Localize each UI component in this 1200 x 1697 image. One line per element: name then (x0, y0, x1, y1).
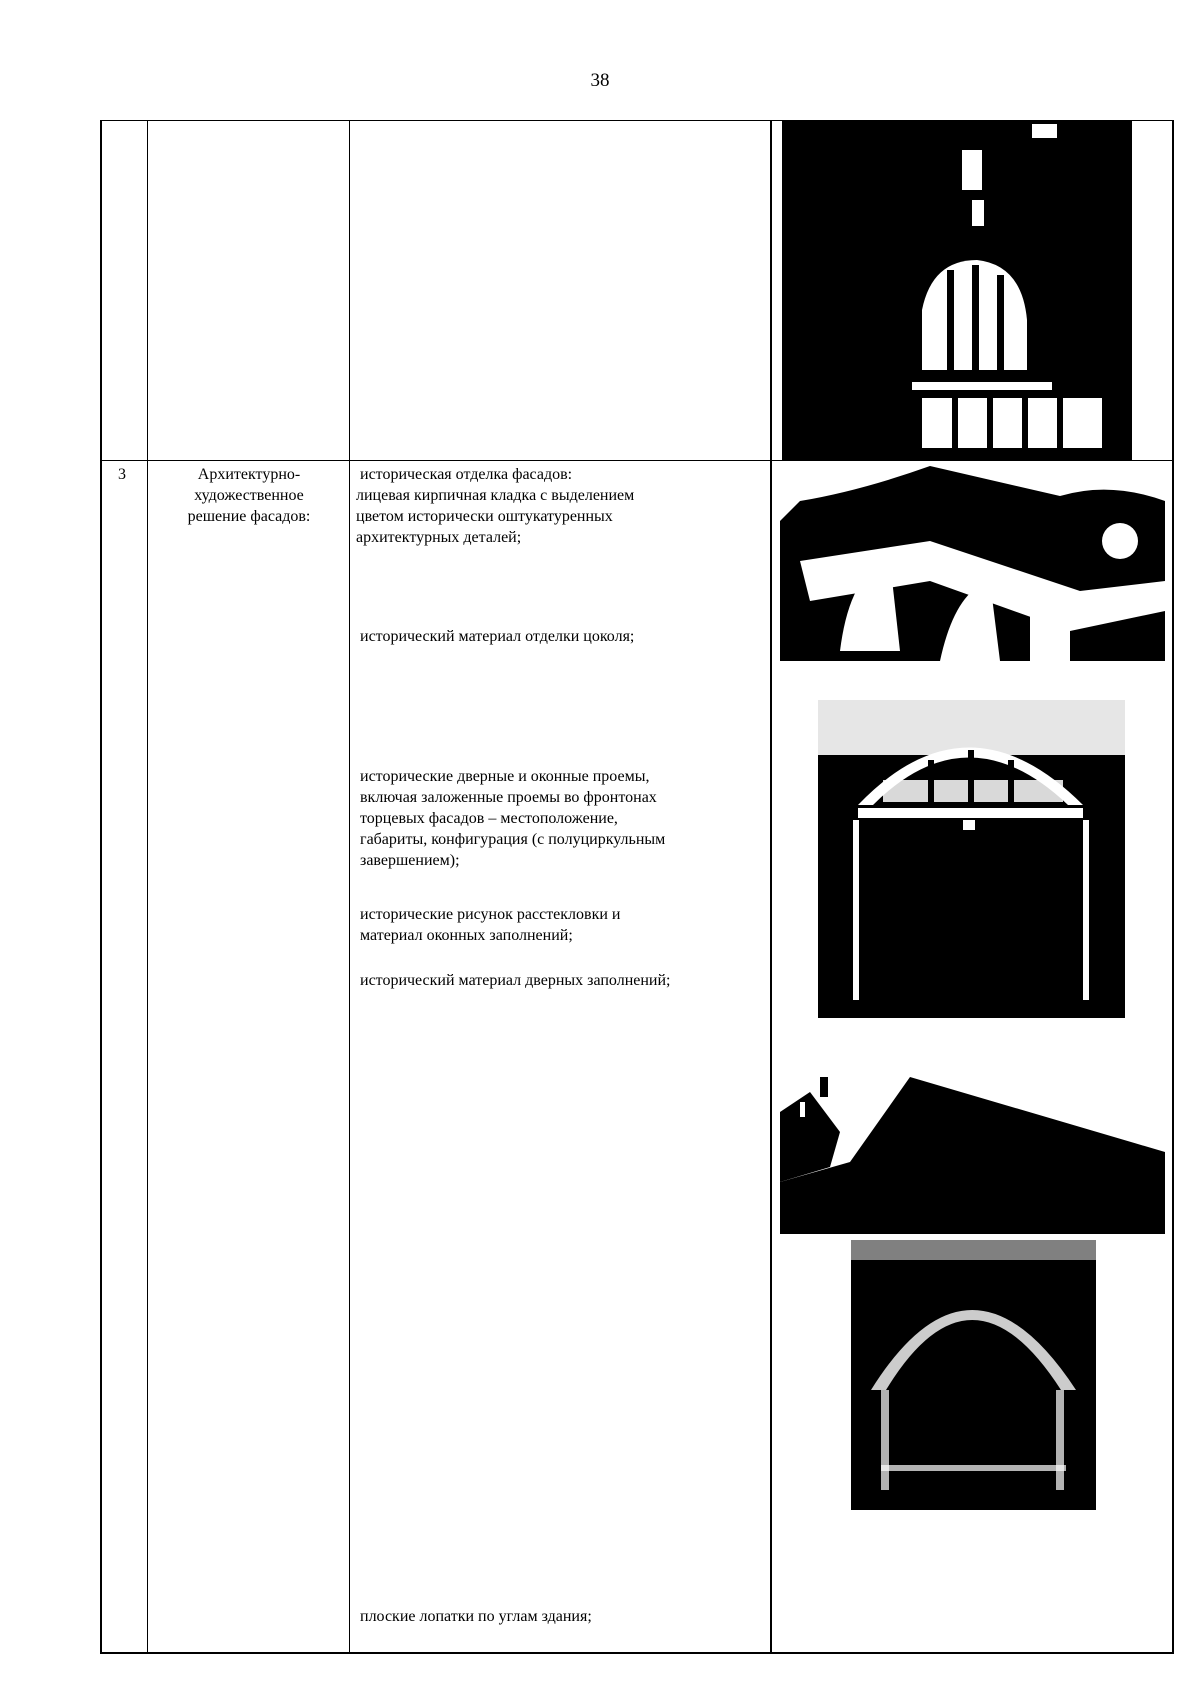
section-name-line: художественное (194, 487, 304, 504)
item-line: габариты, конфигурация (с полуциркульным (360, 831, 666, 848)
section-name (150, 464, 348, 527)
table-border-right (1172, 120, 1174, 1654)
item-line: лицевая кирпичная кладка с выделением (356, 487, 635, 504)
bricked-arch-photo (851, 1240, 1096, 1510)
table-border-left (100, 120, 102, 1654)
section-name-line: Архитектурно- (197, 466, 301, 483)
gable-roof-photo (780, 1072, 1165, 1234)
item-line: исторические рисунок расстекловки и (360, 906, 621, 923)
page-number: 38 (590, 70, 610, 91)
column-divider (349, 120, 350, 1654)
item-text (360, 766, 665, 871)
column-divider (147, 120, 148, 1654)
item-text (356, 464, 634, 548)
table-border-bottom (100, 1652, 1174, 1654)
column-divider (770, 120, 772, 1654)
facade-arcade-photo (780, 461, 1165, 674)
arched-doorway-photo (818, 700, 1125, 1018)
item-line: цветом исторически оштукатуренных (356, 508, 613, 525)
item-line: историческая отделка фасадов: (360, 466, 573, 483)
arched-window-photo (782, 120, 1132, 460)
item-line: плоские лопатки по углам здания; (360, 1608, 592, 1625)
section-name-line: решение фасадов: (187, 508, 311, 525)
item-line: исторический материал отделки цоколя; (360, 628, 635, 645)
item-line: материал оконных заполнений; (360, 927, 573, 944)
item-line: архитектурных деталей; (356, 529, 522, 546)
row-number: 3 (118, 466, 126, 483)
item-line: торцевых фасадов – местоположение, (360, 810, 618, 827)
item-line: исторические дверные и оконные проемы, (360, 768, 650, 785)
item-text (360, 1606, 592, 1627)
item-line: завершением); (360, 852, 460, 869)
item-text (360, 626, 634, 647)
item-text (360, 904, 621, 946)
item-text (360, 970, 671, 991)
item-line: исторический материал дверных заполнений; (360, 972, 671, 989)
item-line: включая заложенные проемы во фронтонах (360, 789, 657, 806)
